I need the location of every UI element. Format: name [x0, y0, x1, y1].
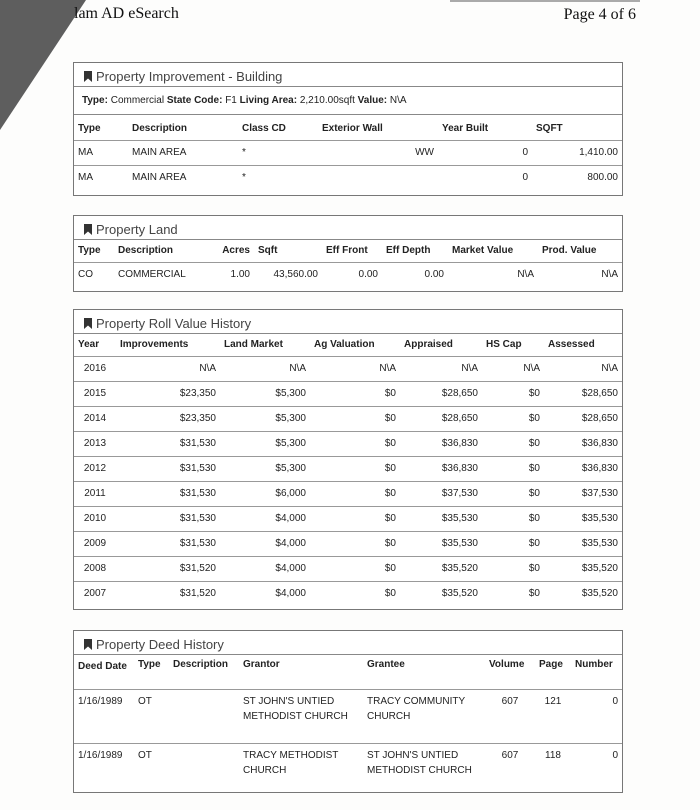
col-assessed: Assessed	[548, 339, 595, 351]
cell: $31,530	[116, 456, 220, 481]
col-appraised: Appraised	[404, 339, 453, 351]
col-acres: Acres	[222, 245, 250, 257]
cell: $5,300	[220, 431, 310, 456]
table-row	[74, 262, 622, 287]
cell: 0	[438, 140, 532, 165]
cell: OT	[134, 689, 169, 743]
cell: $4,000	[220, 506, 310, 531]
cell: $6,000	[220, 481, 310, 506]
cell: MA	[74, 165, 128, 190]
cell: $0	[482, 531, 544, 556]
cell: N\A	[116, 356, 220, 381]
cell: $31,530	[116, 531, 220, 556]
page-number: Page 4 of 6	[563, 6, 636, 23]
cell: $5,300	[220, 456, 310, 481]
table-row	[74, 506, 622, 531]
col-type: Type	[78, 245, 101, 257]
cell: $37,530	[544, 481, 622, 506]
col-description: Description	[118, 245, 174, 257]
deed-table	[74, 655, 622, 787]
table-row	[74, 743, 622, 787]
cell: 43,560.00	[254, 262, 322, 287]
cell: 2013	[74, 431, 116, 456]
bookmark-icon	[84, 318, 92, 329]
cell: $23,350	[116, 381, 220, 406]
cell: 2011	[74, 481, 116, 506]
col-number: Number	[575, 659, 613, 670]
cell: 121	[535, 689, 571, 743]
cell: N\A	[448, 262, 538, 287]
cell: 0	[571, 743, 622, 787]
cell: CO	[74, 262, 114, 287]
table-header-row	[74, 655, 622, 689]
col-sqft: Sqft	[258, 245, 278, 257]
cell	[169, 743, 239, 787]
cell: 800.00	[532, 165, 622, 190]
col-class-cd: Class CD	[242, 123, 286, 135]
cell: $36,830	[544, 431, 622, 456]
cell: $31,520	[116, 556, 220, 581]
land-title: Property Land	[96, 222, 178, 237]
deed-panel	[73, 630, 623, 793]
cell: 0.00	[382, 262, 448, 287]
col-grantee: Grantee	[367, 659, 405, 670]
cell: TRACY COMMUNITY CHURCH	[363, 689, 485, 743]
cell: MA	[74, 140, 128, 165]
cell: $0	[482, 381, 544, 406]
cell: $37,530	[400, 481, 482, 506]
cell: $0	[482, 556, 544, 581]
col-year-built: Year Built	[442, 123, 489, 135]
living-area-value: 2,210.00sqft	[299, 95, 355, 106]
cell: $4,000	[220, 531, 310, 556]
cell: $4,000	[220, 581, 310, 606]
cell: $23,350	[116, 406, 220, 431]
cell: 2009	[74, 531, 116, 556]
table-row	[74, 456, 622, 481]
cell: $0	[310, 581, 400, 606]
cell: N\A	[310, 356, 400, 381]
col-type: Type	[138, 659, 161, 670]
col-hs-cap: HS Cap	[486, 339, 522, 351]
bookmark-icon	[84, 71, 92, 82]
cell: 118	[535, 743, 571, 787]
deed-title: Property Deed History	[96, 637, 224, 652]
roll-panel-header	[74, 310, 622, 334]
cell: $31,520	[116, 581, 220, 606]
cell: $4,000	[220, 556, 310, 581]
cell	[169, 689, 239, 743]
col-volume: Volume	[489, 659, 525, 670]
col-ag-valuation: Ag Valuation	[314, 339, 375, 351]
roll-table	[74, 334, 622, 606]
improvement-title: Property Improvement - Building	[96, 69, 283, 84]
table-row	[74, 581, 622, 606]
cell: 2008	[74, 556, 116, 581]
cell: N\A	[538, 262, 622, 287]
cell: $0	[310, 431, 400, 456]
cell: OT	[134, 743, 169, 787]
improvement-summary	[74, 87, 622, 115]
cell: 2007	[74, 581, 116, 606]
cell: $36,830	[400, 431, 482, 456]
deed-panel-header	[74, 631, 622, 655]
cell: $0	[482, 481, 544, 506]
bookmark-icon	[84, 224, 92, 235]
cell: $28,650	[400, 406, 482, 431]
value-value: N\A	[389, 95, 407, 106]
cell: 0.00	[322, 262, 382, 287]
cell: *	[238, 165, 318, 190]
col-market-value: Market Value	[452, 245, 514, 257]
cell: COMMERCIAL	[114, 262, 210, 287]
improvement-table	[74, 118, 622, 190]
table-row	[74, 481, 622, 506]
cell: 2016	[74, 356, 116, 381]
cell: $35,520	[544, 556, 622, 581]
cell: 2014	[74, 406, 116, 431]
cell: $0	[310, 381, 400, 406]
cell: $0	[310, 456, 400, 481]
cell: $28,650	[544, 406, 622, 431]
cell: $31,530	[116, 431, 220, 456]
cell: $0	[482, 581, 544, 606]
cell: N\A	[544, 356, 622, 381]
cell: $28,650	[544, 381, 622, 406]
col-land-market: Land Market	[224, 339, 283, 351]
cell: ST JOHN'S UNTIED METHODIST CHURCH	[363, 743, 485, 787]
cell: $35,530	[400, 506, 482, 531]
cell: $35,520	[400, 556, 482, 581]
cell: $0	[482, 431, 544, 456]
cell: $35,530	[544, 506, 622, 531]
cell: $35,520	[400, 581, 482, 606]
cell: *	[238, 140, 318, 165]
cell: 1/16/1989	[74, 743, 134, 787]
cell: $0	[310, 406, 400, 431]
improvement-panel-header	[74, 63, 622, 87]
site-title: lam AD eSearch	[74, 5, 179, 22]
cell: $0	[310, 531, 400, 556]
cell: $28,650	[400, 381, 482, 406]
cell: 2012	[74, 456, 116, 481]
cell: 1.00	[210, 262, 254, 287]
col-sqft: SQFT	[536, 123, 563, 135]
cell: N\A	[482, 356, 544, 381]
cell: TRACY METHODIST CHURCH	[239, 743, 363, 787]
land-table	[74, 240, 622, 287]
table-header-row	[74, 240, 622, 262]
type-value: Commercial	[110, 95, 165, 106]
cell: $0	[310, 506, 400, 531]
cell: $0	[310, 556, 400, 581]
col-improvements: Improvements	[120, 339, 189, 351]
cell: 0	[438, 165, 532, 190]
cell: 607	[485, 743, 535, 787]
bookmark-icon	[84, 639, 92, 650]
cell: $0	[482, 506, 544, 531]
land-panel	[73, 215, 623, 292]
cell: MAIN AREA	[128, 140, 238, 165]
col-eff-depth: Eff Depth	[386, 245, 431, 257]
living-area-label: Living Area:	[239, 95, 298, 106]
table-row	[74, 431, 622, 456]
value-label: Value:	[357, 95, 388, 106]
cell: ST JOHN'S UNTIED METHODIST CHURCH	[239, 689, 363, 743]
cell: $0	[482, 406, 544, 431]
roll-panel	[73, 309, 623, 610]
cell: 607	[485, 689, 535, 743]
cell: $5,300	[220, 406, 310, 431]
col-year: Year	[78, 339, 100, 351]
cell: 2010	[74, 506, 116, 531]
type-label: Type:	[82, 95, 108, 106]
cell: $31,530	[116, 481, 220, 506]
col-exterior-wall: Exterior Wall	[322, 123, 383, 135]
cell: $5,300	[220, 381, 310, 406]
col-prod-value: Prod. Value	[542, 245, 597, 257]
table-row	[74, 406, 622, 431]
table-row	[74, 531, 622, 556]
col-description: Description	[173, 659, 229, 670]
col-type: Type	[78, 123, 101, 135]
cell: $31,530	[116, 506, 220, 531]
cell: $36,830	[544, 456, 622, 481]
table-row	[74, 165, 622, 190]
state-code-label: State Code:	[166, 95, 223, 106]
cell: $0	[310, 481, 400, 506]
scan-edge-mark	[450, 0, 640, 2]
table-row	[74, 140, 622, 165]
cell: MAIN AREA	[128, 165, 238, 190]
cell: $35,530	[544, 531, 622, 556]
table-row	[74, 356, 622, 381]
cell	[318, 165, 438, 190]
cell: $35,530	[400, 531, 482, 556]
roll-title: Property Roll Value History	[96, 316, 252, 331]
state-code-value: F1	[225, 95, 237, 106]
land-panel-header	[74, 216, 622, 240]
table-row	[74, 556, 622, 581]
col-description: Description	[132, 123, 188, 135]
cell: N\A	[220, 356, 310, 381]
col-deed-date: Deed Date	[78, 661, 127, 672]
cell: 1,410.00	[532, 140, 622, 165]
cell: 1/16/1989	[74, 689, 134, 743]
table-header-row	[74, 334, 622, 356]
cell: $36,830	[400, 456, 482, 481]
table-row	[74, 381, 622, 406]
col-grantor: Grantor	[243, 659, 280, 670]
table-row	[74, 689, 622, 743]
cell: $0	[482, 456, 544, 481]
table-header-row	[74, 118, 622, 140]
col-eff-front: Eff Front	[326, 245, 368, 257]
improvement-panel	[73, 62, 623, 196]
cell: 0	[571, 689, 622, 743]
col-page: Page	[539, 659, 563, 670]
cell: WW	[318, 140, 438, 165]
cell: N\A	[400, 356, 482, 381]
cell: 2015	[74, 381, 116, 406]
cell: $35,520	[544, 581, 622, 606]
